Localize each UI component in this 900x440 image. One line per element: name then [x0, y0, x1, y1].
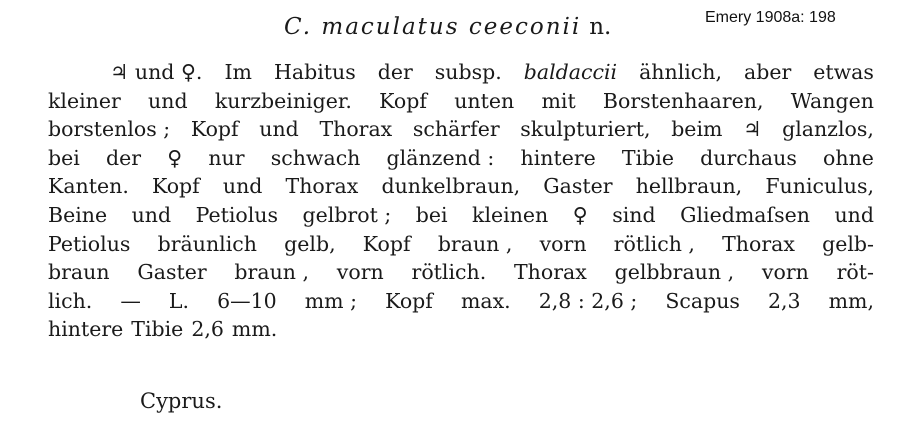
word: —	[120, 288, 141, 313]
text-line	[48, 315, 874, 344]
text-line	[48, 144, 874, 173]
description-paragraph	[48, 58, 874, 344]
word: subsp.	[434, 60, 502, 84]
text-line	[48, 172, 874, 201]
text-line	[48, 258, 874, 287]
word: ♀	[167, 145, 183, 170]
word: 6—10	[217, 288, 277, 313]
word: bei	[48, 145, 80, 170]
word: 2,3	[767, 288, 801, 313]
word: und	[259, 117, 299, 142]
word: lich.	[48, 288, 93, 313]
word: glänzend :	[386, 145, 495, 170]
word: ohne	[823, 145, 874, 170]
word: 2,6	[191, 317, 224, 342]
word: Petiolus	[48, 231, 131, 256]
text-line	[48, 87, 874, 116]
word: schärfer	[412, 117, 500, 142]
word: sind	[612, 202, 656, 227]
word: Borstenhaaren,	[602, 88, 764, 113]
word: Thorax	[722, 231, 795, 256]
word: vorn	[336, 260, 384, 285]
word: glanzlos,	[782, 117, 874, 142]
word: bräunlich	[157, 231, 257, 256]
word: ♃	[743, 117, 762, 142]
word: bei	[415, 202, 448, 227]
word: hintere	[48, 317, 124, 342]
word: mm.	[231, 317, 278, 342]
word: beim	[671, 117, 723, 142]
word: Gaster	[543, 174, 613, 199]
word: rötlich ,	[613, 231, 695, 256]
word: mit	[541, 88, 576, 113]
word: und	[131, 202, 172, 227]
word: Tibie	[131, 317, 184, 342]
word: Kanten.	[48, 174, 129, 199]
word: Kopf	[190, 117, 239, 142]
word: röt-	[836, 260, 874, 285]
word: Scapus	[665, 288, 740, 313]
word: gelbrot ;	[302, 202, 392, 227]
word: 2,8 : 2,6 ;	[538, 288, 638, 313]
text-line	[48, 58, 874, 87]
word: durchaus	[700, 145, 797, 170]
word: L.	[168, 288, 190, 313]
text-line	[48, 287, 874, 316]
taxon-name: C. maculatus ceeconii	[284, 14, 582, 40]
text-line	[48, 230, 874, 259]
word: ♀	[572, 202, 588, 227]
word: ♃ und ♀.	[110, 60, 203, 84]
word: nur	[208, 145, 245, 170]
word: unten	[454, 88, 515, 113]
word: vorn	[539, 231, 587, 256]
word: hintere	[520, 145, 596, 170]
word: rötlich.	[411, 260, 487, 285]
word: Wangen	[790, 88, 874, 113]
new-taxon-marker: n.	[589, 14, 612, 40]
word: aber	[744, 60, 792, 84]
word: Petiolus	[195, 202, 279, 227]
locality-line: Cyprus.	[140, 389, 223, 413]
word: Kopf	[379, 88, 427, 113]
word: gelb-	[822, 231, 874, 256]
word: Gaster	[137, 260, 207, 285]
word: ähnlich,	[639, 60, 723, 84]
word: und	[222, 174, 263, 199]
word: Gliedmaſsen	[680, 202, 810, 227]
word: mm ;	[304, 288, 358, 313]
word: hellbraun,	[635, 174, 743, 199]
word: kleinen	[472, 202, 549, 227]
word: der	[105, 145, 142, 170]
word: Im	[224, 60, 252, 84]
word: Thorax	[319, 117, 393, 142]
word: Kopf	[385, 288, 433, 313]
word: skulpturiert,	[520, 117, 651, 142]
word: Beine	[48, 202, 108, 227]
word: Tibie	[621, 145, 674, 170]
word: Habitus	[273, 60, 356, 84]
word: schwach	[270, 145, 361, 170]
word: Thorax	[285, 174, 359, 199]
word: Funiculus,	[765, 174, 874, 199]
word: gelb,	[284, 231, 336, 256]
text-line	[48, 115, 874, 144]
word: und	[834, 202, 874, 227]
word: mm,	[828, 288, 874, 313]
word: vorn	[761, 260, 809, 285]
word: kurzbeiniger.	[214, 88, 352, 113]
word: kleiner	[48, 88, 121, 113]
word: und	[148, 88, 188, 113]
word: etwas	[813, 60, 874, 84]
word: gelbbraun ,	[614, 260, 735, 285]
citation-label: Emery 1908a: 198	[705, 9, 836, 26]
taxon-heading	[284, 14, 611, 40]
word: der	[377, 60, 413, 84]
word: borstenlos ;	[48, 117, 171, 142]
word: Kopf	[362, 231, 411, 256]
word: braun ,	[437, 231, 513, 256]
word: max.	[460, 288, 511, 313]
word: braun ,	[234, 260, 310, 285]
word: Kopf	[151, 174, 200, 199]
word: braun	[48, 260, 110, 285]
word: dunkelbraun,	[381, 174, 521, 199]
word: Thorax	[514, 260, 587, 285]
text-line	[48, 201, 874, 230]
word: baldaccii	[523, 60, 618, 84]
